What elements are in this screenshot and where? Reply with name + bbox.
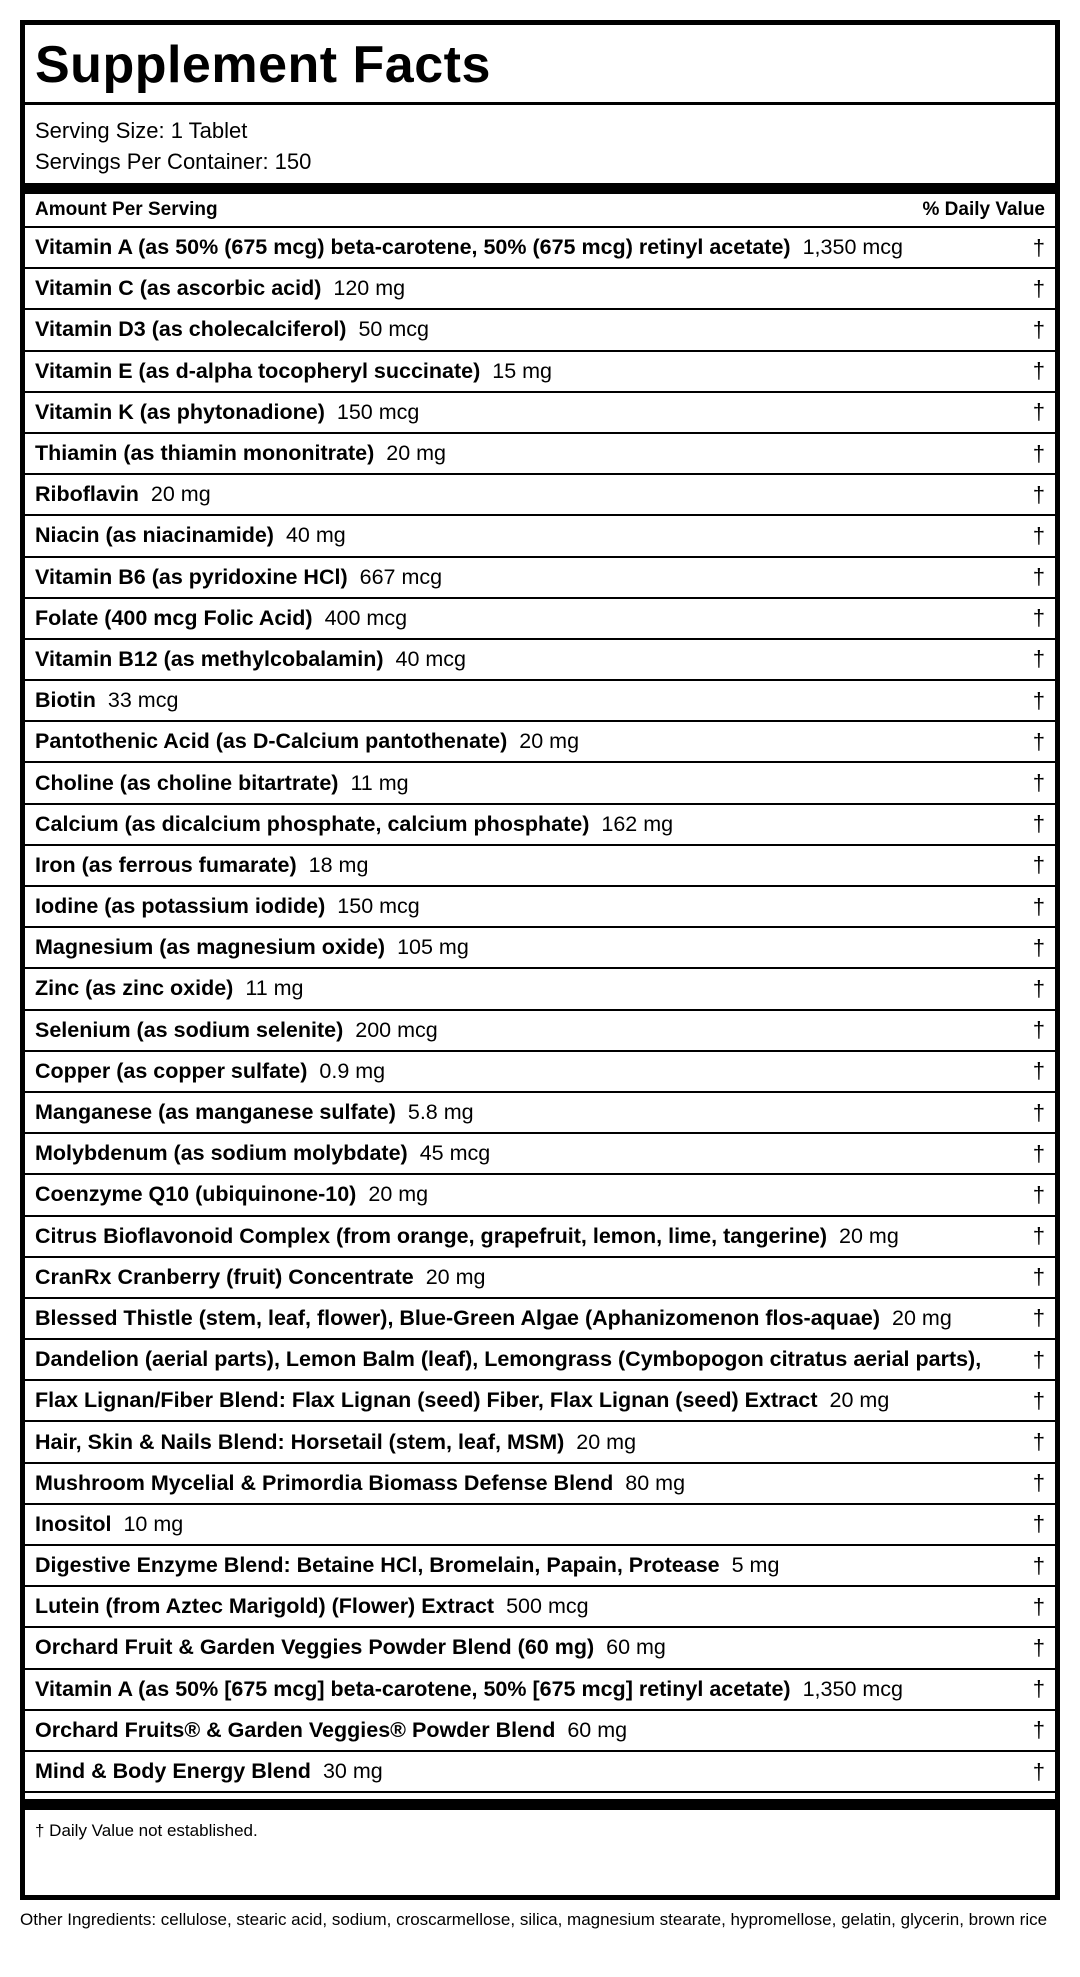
nutrient-row [25,1299,1055,1340]
nutrient-amount: 80 mg [625,1470,686,1495]
nutrient-name: Vitamin B12 (as methylcobalamin) [35,646,384,671]
servings-per-container: Servings Per Container: 150 [35,149,312,174]
nutrient-amount: 20 mg [368,1182,429,1207]
daily-value-dagger: † [1032,1676,1045,1702]
column-header-row [25,194,1055,228]
nutrient-row [25,1628,1055,1669]
nutrient-name: Iodine (as potassium iodide) [35,894,326,919]
nutrient-name: Biotin [35,688,96,713]
daily-value-dagger: † [1032,1593,1045,1619]
nutrient-row [25,1670,1055,1711]
nutrient-row [25,1587,1055,1628]
nutrient-name: Zinc (as zinc oxide) [35,976,234,1001]
nutrient-row [25,1134,1055,1175]
nutrient-name: Vitamin C (as ascorbic acid) [35,276,322,301]
daily-value-dagger: † [1032,481,1045,507]
thick-divider-bottom [25,1799,1055,1810]
nutrient-name: Mind & Body Energy Blend [35,1759,311,1784]
daily-value-dagger: † [1032,275,1045,301]
nutrient-amount: 20 mg [150,482,211,507]
nutrient-amount: 45 mcg [419,1141,491,1166]
nutrient-name: Vitamin D3 (as cholecalciferol) [35,317,347,342]
daily-value-dagger: † [1032,1223,1045,1249]
nutrient-amount: 400 mcg [324,605,408,630]
nutrient-row [25,1422,1055,1463]
nutrient-name: Coenzyme Q10 (ubiquinone-10) [35,1182,357,1207]
nutrient-row [25,599,1055,640]
nutrient-name: Blessed Thistle (stem, leaf, flower), Blue-Green Algae (Aphanizomenon flos-aquae) [35,1305,881,1330]
daily-value-dagger: † [1032,934,1045,960]
nutrient-name: Flax Lignan/Fiber Blend: Flax Lignan (seed) Fiber, Flax Lignan (seed) Extract [35,1388,818,1413]
nutrient-row [25,1052,1055,1093]
nutrient-row [25,1546,1055,1587]
nutrient-name: Orchard Fruits® & Garden Veggies® Powder Blend [35,1717,556,1742]
daily-value-dagger: † [1032,1099,1045,1125]
nutrient-name: Riboflavin [35,482,139,507]
daily-value-dagger: † [1032,316,1045,342]
nutrient-amount: 60 mg [606,1635,666,1660]
nutrient-name: Digestive Enzyme Blend: Betaine HCl, Bromelain, Papain, Protease [35,1553,720,1578]
daily-value-dagger: † [1032,811,1045,837]
nutrient-amount: 18 mg [308,852,369,877]
nutrient-amount: 30 mg [322,1759,383,1784]
nutrient-row [25,516,1055,557]
nutrient-amount: 60 mg [567,1717,628,1742]
nutrient-row [25,475,1055,516]
nutrient-row [25,681,1055,722]
daily-value-dagger: † [1032,1552,1045,1578]
nutrient-amount: 5.8 mg [407,1100,474,1125]
nutrient-amount: 1,350 mcg [802,1676,903,1701]
nutrient-amount: 20 mg [386,441,447,466]
nutrient-amount: 150 mcg [337,894,420,919]
nutrient-amount: 15 mg [492,358,553,383]
nutrient-name: Molybdenum (as sodium molybdate) [35,1141,408,1166]
nutrient-name: Folate (400 mcg Folic Acid) [35,605,313,630]
nutrient-row [25,969,1055,1010]
daily-value-dagger: † [1032,605,1045,631]
nutrient-amount: 200 mcg [355,1017,438,1042]
daily-value-dagger: † [1032,1429,1045,1455]
daily-value-dagger: † [1032,1140,1045,1166]
nutrient-row [25,1340,1055,1381]
daily-value-dagger: † [1032,1387,1045,1413]
nutrient-row [25,1093,1055,1134]
nutrient-row [25,640,1055,681]
thick-divider-top [25,183,1055,194]
daily-value-dagger: † [1032,234,1045,260]
nutrient-name: Orchard Fruit & Garden Veggies Powder Blend (60 mg) [35,1635,595,1660]
nutrient-name: Hair, Skin & Nails Blend: Horsetail (stem, leaf, MSM) [35,1429,565,1454]
nutrient-row [25,1175,1055,1216]
daily-value-dagger: † [1032,646,1045,672]
nutrient-amount: 162 mg [601,811,674,836]
nutrient-row [25,1011,1055,1052]
daily-value-header: % Daily Value [922,199,1045,220]
daily-value-dagger: † [1032,1264,1045,1290]
daily-value-dagger: † [1032,1758,1045,1784]
daily-value-dagger: † [1032,522,1045,548]
nutrient-name: Choline (as choline bitartrate) [35,770,339,795]
daily-value-dagger: † [1032,1058,1045,1084]
other-ingredients: Other Ingredients: cellulose, stearic acid, sodium, croscarmellose, silica, magnesium stearate, hypromellose, gelatin, glycerin, brown rice [20,1910,1048,1929]
nutrient-amount: 120 mg [333,276,406,301]
nutrient-amount: 150 mcg [336,399,420,424]
nutrient-name: Calcium (as dicalcium phosphate, calcium phosphate) [35,811,590,836]
nutrient-row [25,393,1055,434]
nutrient-name: Vitamin B6 (as pyridoxine HCl) [35,564,348,589]
nutrient-name: Selenium (as sodium selenite) [35,1017,344,1042]
nutrient-amount: 10 mg [123,1511,184,1536]
nutrient-name: Inositol [35,1511,112,1536]
nutrient-row [25,228,1055,269]
nutrient-amount: 40 mcg [395,646,467,671]
nutrient-amount: 0.9 mg [319,1058,386,1083]
nutrient-amount: 20 mg [425,1264,486,1289]
nutrient-name: Dandelion (aerial parts), Lemon Balm (leaf), Lemongrass (Cymbopogon citratus aerial parts), [35,1347,982,1372]
nutrient-name: Magnesium (as magnesium oxide) [35,935,386,960]
daily-value-dagger: † [1032,1634,1045,1660]
nutrient-name: Pantothenic Acid (as D-Calcium pantothenate) [35,729,508,754]
nutrient-amount: 20 mg [839,1223,899,1248]
daily-value-dagger: † [1032,728,1045,754]
daily-value-dagger: † [1032,1511,1045,1537]
nutrient-row [25,805,1055,846]
nutrient-row [25,1217,1055,1258]
amount-per-serving-header: Amount Per Serving [35,199,218,220]
daily-value-dagger: † [1032,1470,1045,1496]
nutrient-amount: 500 mcg [506,1594,589,1619]
nutrient-amount: 50 mcg [358,317,429,342]
nutrient-name: Citrus Bioflavonoid Complex (from orange, grapefruit, lemon, lime, tangerine) [35,1223,828,1248]
nutrient-row [25,722,1055,763]
daily-value-dagger: † [1032,1717,1045,1743]
nutrient-row [25,558,1055,599]
daily-value-dagger: † [1032,440,1045,466]
nutrient-row [25,434,1055,475]
daily-value-footnote: † Daily Value not established. [35,1821,258,1841]
nutrient-amount: 667 mcg [359,564,443,589]
nutrient-amount: 20 mg [829,1388,890,1413]
daily-value-dagger: † [1032,1305,1045,1331]
nutrient-row [25,352,1055,393]
nutrient-row [25,1258,1055,1299]
nutrient-amount: 20 mg [519,729,580,754]
nutrient-name: Manganese (as manganese sulfate) [35,1100,396,1125]
nutrient-row [25,1381,1055,1422]
daily-value-dagger: † [1032,564,1045,590]
daily-value-dagger: † [1032,399,1045,425]
daily-value-dagger: † [1032,1017,1045,1043]
nutrient-row [25,887,1055,928]
nutrient-amount: 5 mg [731,1553,780,1578]
nutrient-row [25,1711,1055,1752]
daily-value-dagger: † [1032,1346,1045,1372]
nutrient-amount: 20 mg [892,1305,952,1330]
daily-value-dagger: † [1032,770,1045,796]
nutrient-row [25,269,1055,310]
daily-value-dagger: † [1032,687,1045,713]
nutrient-name: Niacin (as niacinamide) [35,523,274,548]
nutrient-row [25,928,1055,969]
nutrient-amount: 33 mcg [107,688,179,713]
nutrient-row [25,846,1055,887]
nutrient-row [25,1505,1055,1546]
nutrient-row [25,763,1055,804]
serving-info [25,105,1055,183]
supplement-facts-panel [20,20,1060,1900]
daily-value-dagger: † [1032,1181,1045,1207]
nutrient-name: Vitamin E (as d-alpha tocopheryl succinate) [35,358,481,383]
nutrient-name: Mushroom Mycelial & Primordia Biomass Defense Blend [35,1470,614,1495]
daily-value-dagger: † [1032,975,1045,1001]
nutrient-name: Thiamin (as thiamin mononitrate) [35,441,375,466]
nutrient-amount: 105 mg [397,935,469,960]
nutrient-amount: 11 mg [245,976,304,1001]
nutrient-amount: 11 mg [350,770,409,795]
nutrient-name: Vitamin A (as 50% (675 mcg) beta-carotene, 50% (675 mcg) retinyl acetate) [35,235,791,260]
nutrient-row [25,1752,1055,1793]
daily-value-dagger: † [1032,852,1045,878]
daily-value-dagger: † [1032,358,1045,384]
nutrient-amount: 1,350 mcg [802,235,903,260]
nutrient-name: Vitamin A (as 50% [675 mcg] beta-carotene, 50% [675 mcg] retinyl acetate) [35,1676,791,1701]
serving-size: Serving Size: 1 Tablet [35,118,248,143]
nutrient-list [25,228,1055,1793]
nutrient-amount: 20 mg [576,1429,637,1454]
nutrient-name: Iron (as ferrous fumarate) [35,852,297,877]
nutrient-amount: 40 mg [285,523,346,548]
nutrient-name: Copper (as copper sulfate) [35,1058,308,1083]
nutrient-name: Lutein (from Aztec Marigold) (Flower) Extract [35,1594,495,1619]
nutrient-row [25,1464,1055,1505]
panel-title: Supplement Facts [25,25,1055,105]
daily-value-dagger: † [1032,893,1045,919]
nutrient-name: CranRx Cranberry (fruit) Concentrate [35,1264,414,1289]
nutrient-row [25,310,1055,351]
nutrient-name: Vitamin K (as phytonadione) [35,399,325,424]
